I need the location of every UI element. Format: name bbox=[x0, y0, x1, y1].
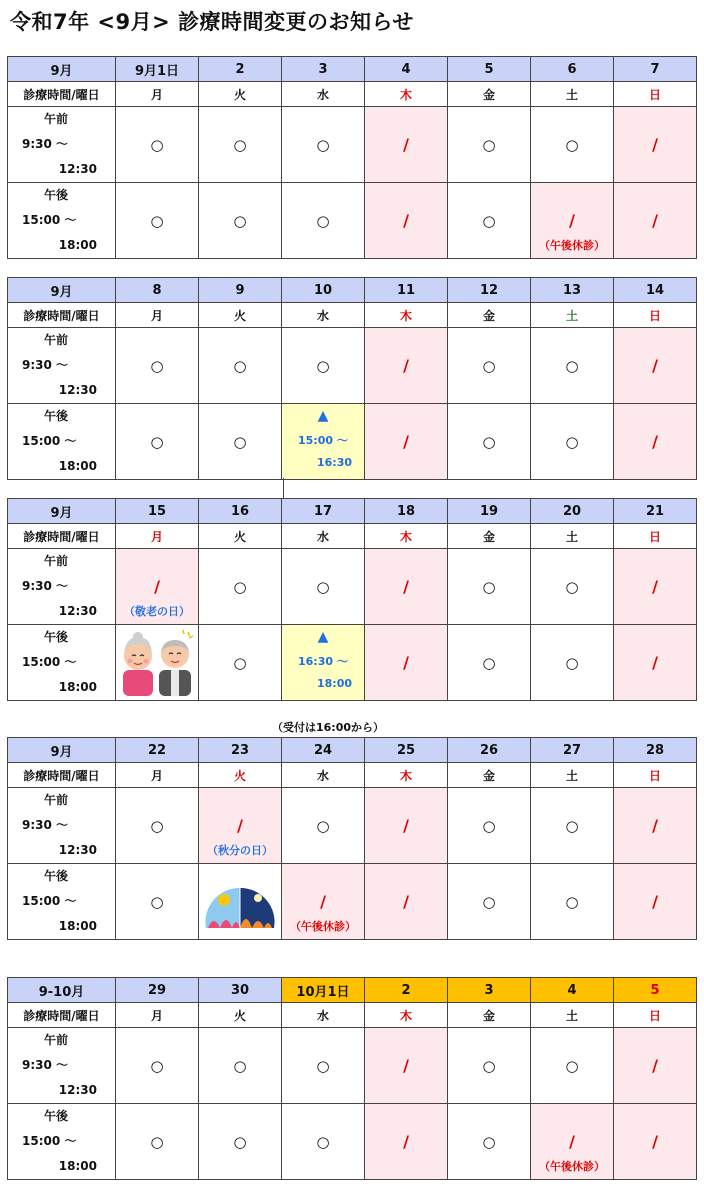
closed-cell bbox=[614, 788, 697, 864]
morning-label: 午前 9:30 ～ 12:30 bbox=[8, 107, 116, 183]
open-cell bbox=[199, 1104, 282, 1180]
weekday-cell: 火 bbox=[199, 763, 282, 788]
closed-mark: / bbox=[154, 577, 160, 596]
date-cell: 8 bbox=[116, 278, 199, 303]
closed-cell bbox=[365, 864, 448, 940]
closed-cell bbox=[199, 788, 282, 864]
closed-cell bbox=[614, 107, 697, 183]
open-mark: ○ bbox=[482, 432, 496, 451]
pm-closed-note: （午後休診） bbox=[290, 920, 356, 933]
weekday-cell: 金 bbox=[448, 303, 531, 328]
open-mark: ○ bbox=[565, 356, 579, 375]
closed-cell bbox=[614, 864, 697, 940]
afternoon-row bbox=[8, 1104, 697, 1180]
open-mark: ○ bbox=[565, 432, 579, 451]
date-cell: 4 bbox=[531, 978, 614, 1003]
reception-note: （受付は16:00から） bbox=[272, 721, 385, 734]
month-label: 9-10月 bbox=[8, 978, 116, 1003]
holiday-note: （敬老の日） bbox=[124, 605, 190, 618]
closed-mark: / bbox=[403, 816, 409, 835]
closed-mark: / bbox=[403, 577, 409, 596]
partial-hours-cell: ▲ 15:00 ～ 16:30 bbox=[282, 404, 365, 480]
closed-mark: / bbox=[569, 211, 575, 230]
date-cell: 19 bbox=[448, 499, 531, 524]
date-cell: 26 bbox=[448, 738, 531, 763]
open-mark: ○ bbox=[150, 1132, 164, 1151]
open-cell bbox=[282, 549, 365, 625]
weekday-cell: 月 bbox=[116, 303, 199, 328]
open-mark: ○ bbox=[316, 816, 330, 835]
date-cell: 3 bbox=[282, 57, 365, 82]
open-mark: ○ bbox=[150, 211, 164, 230]
date-cell: 25 bbox=[365, 738, 448, 763]
open-cell bbox=[531, 864, 614, 940]
afternoon-label: 午後 15:00 ～ 18:00 bbox=[8, 864, 116, 940]
open-mark: ○ bbox=[316, 211, 330, 230]
open-cell bbox=[448, 788, 531, 864]
morning-row bbox=[8, 788, 697, 864]
open-cell bbox=[116, 1104, 199, 1180]
afternoon-row bbox=[8, 183, 697, 259]
weekday-row bbox=[8, 524, 697, 549]
date-cell: 17 bbox=[282, 499, 365, 524]
weekday-cell: 火 bbox=[199, 524, 282, 549]
open-mark: ○ bbox=[150, 1056, 164, 1075]
weekday-cell: 月 bbox=[116, 1003, 199, 1028]
closed-cell bbox=[614, 549, 697, 625]
open-mark: ○ bbox=[233, 356, 247, 375]
weekday-cell: 金 bbox=[448, 763, 531, 788]
weekday-cell: 土 bbox=[531, 763, 614, 788]
date-cell: 4 bbox=[365, 57, 448, 82]
open-mark: ○ bbox=[482, 653, 496, 672]
open-mark: ○ bbox=[150, 892, 164, 911]
weekday-header-label: 診療時間/曜日 bbox=[8, 303, 116, 328]
open-mark: ○ bbox=[482, 211, 496, 230]
weekday-row bbox=[8, 763, 697, 788]
date-cell: 10 bbox=[282, 278, 365, 303]
closed-mark: / bbox=[652, 356, 658, 375]
open-mark: ○ bbox=[316, 135, 330, 154]
weekday-cell: 日 bbox=[614, 82, 697, 107]
date-cell: 14 bbox=[614, 278, 697, 303]
date-cell: 15 bbox=[116, 499, 199, 524]
closed-mark: / bbox=[652, 892, 658, 911]
month-label: 9月 bbox=[8, 499, 116, 524]
open-cell bbox=[448, 328, 531, 404]
open-mark: ○ bbox=[233, 1132, 247, 1151]
open-mark: ○ bbox=[482, 816, 496, 835]
closed-mark: / bbox=[403, 892, 409, 911]
open-cell bbox=[531, 788, 614, 864]
triangle-icon: ▲ bbox=[317, 408, 329, 424]
afternoon-label: 午後 15:00 ～ 18:00 bbox=[8, 625, 116, 701]
weekday-cell: 水 bbox=[282, 82, 365, 107]
open-cell bbox=[531, 328, 614, 404]
date-cell: 6 bbox=[531, 57, 614, 82]
closed-cell bbox=[365, 328, 448, 404]
closed-mark: / bbox=[652, 653, 658, 672]
column-connector-line bbox=[283, 478, 284, 498]
weekday-cell: 土 bbox=[531, 1003, 614, 1028]
open-cell bbox=[116, 1028, 199, 1104]
morning-label: 午前 9:30 ～ 12:30 bbox=[8, 1028, 116, 1104]
date-header-row bbox=[8, 278, 697, 303]
closed-mark: / bbox=[652, 1132, 658, 1151]
open-cell bbox=[448, 625, 531, 701]
date-cell: 7 bbox=[614, 57, 697, 82]
closed-cell bbox=[531, 183, 614, 259]
closed-mark: / bbox=[652, 816, 658, 835]
date-header-row bbox=[8, 738, 697, 763]
weekday-cell: 水 bbox=[282, 524, 365, 549]
triangle-icon: ▲ bbox=[317, 629, 329, 645]
closed-cell bbox=[365, 404, 448, 480]
closed-mark: / bbox=[403, 1132, 409, 1151]
open-mark: ○ bbox=[482, 892, 496, 911]
closed-cell bbox=[282, 864, 365, 940]
open-mark: ○ bbox=[565, 816, 579, 835]
date-cell: 30 bbox=[199, 978, 282, 1003]
open-cell bbox=[282, 1104, 365, 1180]
morning-row bbox=[8, 1028, 697, 1104]
date-cell: 21 bbox=[614, 499, 697, 524]
date-header-row bbox=[8, 57, 697, 82]
open-mark: ○ bbox=[482, 577, 496, 596]
weekday-cell: 金 bbox=[448, 524, 531, 549]
open-cell bbox=[199, 625, 282, 701]
open-mark: ○ bbox=[565, 653, 579, 672]
date-cell: 27 bbox=[531, 738, 614, 763]
morning-row bbox=[8, 549, 697, 625]
holiday-note: （秋分の日） bbox=[207, 844, 273, 857]
weekday-row bbox=[8, 303, 697, 328]
open-mark: ○ bbox=[482, 1132, 496, 1151]
weekday-cell: 日 bbox=[614, 763, 697, 788]
open-cell bbox=[282, 788, 365, 864]
month-label: 9月 bbox=[8, 278, 116, 303]
open-cell bbox=[448, 549, 531, 625]
date-cell: 5 bbox=[614, 978, 697, 1003]
date-cell: 22 bbox=[116, 738, 199, 763]
weekday-cell: 月 bbox=[116, 82, 199, 107]
closed-cell bbox=[365, 788, 448, 864]
elderly-couple-illustration-cell bbox=[116, 625, 199, 701]
weekday-cell: 木 bbox=[365, 303, 448, 328]
week-table-4 bbox=[7, 737, 697, 940]
open-cell bbox=[116, 328, 199, 404]
date-cell: 24 bbox=[282, 738, 365, 763]
date-cell: 5 bbox=[448, 57, 531, 82]
open-cell bbox=[282, 1028, 365, 1104]
closed-mark: / bbox=[569, 1132, 575, 1151]
date-cell: 16 bbox=[199, 499, 282, 524]
open-cell bbox=[531, 404, 614, 480]
weekday-header-label: 診療時間/曜日 bbox=[8, 82, 116, 107]
weekday-cell: 木 bbox=[365, 524, 448, 549]
date-cell: 29 bbox=[116, 978, 199, 1003]
closed-mark: / bbox=[652, 577, 658, 596]
open-mark: ○ bbox=[565, 1056, 579, 1075]
closed-cell bbox=[365, 183, 448, 259]
week-table-5 bbox=[7, 977, 697, 1180]
closed-mark: / bbox=[652, 432, 658, 451]
closed-mark: / bbox=[237, 816, 243, 835]
afternoon-label: 午後 15:00 ～ 18:00 bbox=[8, 1104, 116, 1180]
open-mark: ○ bbox=[482, 1056, 496, 1075]
open-cell bbox=[531, 625, 614, 701]
open-mark: ○ bbox=[565, 577, 579, 596]
open-mark: ○ bbox=[316, 1132, 330, 1151]
open-cell bbox=[448, 107, 531, 183]
open-mark: ○ bbox=[150, 356, 164, 375]
open-cell bbox=[282, 183, 365, 259]
open-mark: ○ bbox=[482, 356, 496, 375]
open-cell bbox=[531, 107, 614, 183]
open-mark: ○ bbox=[316, 356, 330, 375]
morning-row bbox=[8, 107, 697, 183]
pm-closed-note: （午後休診） bbox=[539, 1160, 605, 1173]
open-cell bbox=[448, 1104, 531, 1180]
partial-hours-cell: ▲ 16:30 ～ 18:00 bbox=[282, 625, 365, 701]
date-cell: 13 bbox=[531, 278, 614, 303]
afternoon-row bbox=[8, 404, 697, 480]
open-cell bbox=[531, 549, 614, 625]
closed-mark: / bbox=[403, 432, 409, 451]
open-mark: ○ bbox=[316, 577, 330, 596]
page-title: 令和7年 <9月> 診療時間変更のお知らせ bbox=[10, 10, 414, 34]
closed-cell bbox=[614, 1028, 697, 1104]
equinox-illustration-cell bbox=[199, 864, 282, 940]
date-cell: 12 bbox=[448, 278, 531, 303]
weekday-header-label: 診療時間/曜日 bbox=[8, 1003, 116, 1028]
open-cell bbox=[116, 404, 199, 480]
date-cell: 11 bbox=[365, 278, 448, 303]
afternoon-label: 午後 15:00 ～ 18:00 bbox=[8, 404, 116, 480]
open-mark: ○ bbox=[233, 432, 247, 451]
open-cell bbox=[448, 864, 531, 940]
week-table-1 bbox=[7, 56, 697, 259]
closed-cell bbox=[614, 1104, 697, 1180]
open-cell bbox=[531, 1028, 614, 1104]
date-cell: 28 bbox=[614, 738, 697, 763]
weekday-cell: 日 bbox=[614, 303, 697, 328]
open-cell bbox=[282, 328, 365, 404]
closed-cell bbox=[614, 404, 697, 480]
open-mark: ○ bbox=[150, 135, 164, 154]
closed-cell bbox=[116, 549, 199, 625]
date-cell: 23 bbox=[199, 738, 282, 763]
closed-cell bbox=[614, 328, 697, 404]
closed-mark: / bbox=[652, 211, 658, 230]
morning-row bbox=[8, 328, 697, 404]
closed-mark: / bbox=[652, 135, 658, 154]
closed-cell bbox=[365, 1028, 448, 1104]
closed-cell bbox=[614, 183, 697, 259]
weekday-cell: 木 bbox=[365, 763, 448, 788]
weekday-cell: 木 bbox=[365, 1003, 448, 1028]
weekday-cell: 日 bbox=[614, 1003, 697, 1028]
date-cell: 2 bbox=[199, 57, 282, 82]
open-cell bbox=[199, 404, 282, 480]
afternoon-label: 午後 15:00 ～ 18:00 bbox=[8, 183, 116, 259]
morning-label: 午前 9:30 ～ 12:30 bbox=[8, 549, 116, 625]
equinox-illustration bbox=[202, 870, 278, 930]
date-cell: 18 bbox=[365, 499, 448, 524]
open-mark: ○ bbox=[233, 577, 247, 596]
date-cell: 10月1日 bbox=[282, 978, 365, 1003]
pm-closed-note: （午後休診） bbox=[539, 239, 605, 252]
closed-mark: / bbox=[403, 1056, 409, 1075]
weekday-cell: 火 bbox=[199, 303, 282, 328]
weekday-cell: 水 bbox=[282, 303, 365, 328]
open-cell bbox=[116, 183, 199, 259]
week-table-3 bbox=[7, 498, 697, 701]
month-label: 9月 bbox=[8, 738, 116, 763]
open-mark: ○ bbox=[233, 135, 247, 154]
weekday-cell: 火 bbox=[199, 82, 282, 107]
open-mark: ○ bbox=[482, 135, 496, 154]
weekday-cell: 金 bbox=[448, 1003, 531, 1028]
weekday-cell: 土 bbox=[531, 524, 614, 549]
weekday-cell: 土 bbox=[531, 82, 614, 107]
open-mark: ○ bbox=[316, 1056, 330, 1075]
morning-label: 午前 9:30 ～ 12:30 bbox=[8, 788, 116, 864]
closed-cell bbox=[365, 1104, 448, 1180]
open-cell bbox=[199, 183, 282, 259]
open-cell bbox=[199, 107, 282, 183]
open-cell bbox=[448, 1028, 531, 1104]
open-mark: ○ bbox=[150, 816, 164, 835]
weekday-cell: 金 bbox=[448, 82, 531, 107]
weekday-cell: 水 bbox=[282, 763, 365, 788]
open-cell bbox=[199, 328, 282, 404]
open-mark: ○ bbox=[233, 1056, 247, 1075]
afternoon-row bbox=[8, 864, 697, 940]
closed-cell bbox=[614, 625, 697, 701]
weekday-row bbox=[8, 1003, 697, 1028]
weekday-cell: 月 bbox=[116, 763, 199, 788]
weekday-row bbox=[8, 82, 697, 107]
closed-mark: / bbox=[403, 653, 409, 672]
closed-cell bbox=[531, 1104, 614, 1180]
morning-label: 午前 9:30 ～ 12:30 bbox=[8, 328, 116, 404]
closed-mark: / bbox=[403, 135, 409, 154]
open-cell bbox=[199, 1028, 282, 1104]
open-cell bbox=[282, 107, 365, 183]
closed-mark: / bbox=[403, 211, 409, 230]
closed-cell bbox=[365, 625, 448, 701]
open-mark: ○ bbox=[233, 653, 247, 672]
closed-mark: / bbox=[403, 356, 409, 375]
open-mark: ○ bbox=[233, 211, 247, 230]
open-cell bbox=[116, 107, 199, 183]
closed-cell bbox=[365, 549, 448, 625]
open-mark: ○ bbox=[150, 432, 164, 451]
open-mark: ○ bbox=[565, 135, 579, 154]
open-cell bbox=[199, 549, 282, 625]
closed-cell bbox=[365, 107, 448, 183]
elderly-couple-illustration bbox=[117, 626, 197, 696]
date-cell: 2 bbox=[365, 978, 448, 1003]
date-cell: 20 bbox=[531, 499, 614, 524]
weekday-header-label: 診療時間/曜日 bbox=[8, 524, 116, 549]
month-label: 9月 bbox=[8, 57, 116, 82]
weekday-cell: 月 bbox=[116, 524, 199, 549]
week-table-2 bbox=[7, 277, 697, 480]
open-cell bbox=[116, 864, 199, 940]
open-cell bbox=[448, 404, 531, 480]
date-header-row bbox=[8, 978, 697, 1003]
weekday-cell: 日 bbox=[614, 524, 697, 549]
date-cell: 9 bbox=[199, 278, 282, 303]
open-cell bbox=[448, 183, 531, 259]
closed-mark: / bbox=[652, 1056, 658, 1075]
date-cell: 9月1日 bbox=[116, 57, 199, 82]
date-cell: 3 bbox=[448, 978, 531, 1003]
weekday-cell: 木 bbox=[365, 82, 448, 107]
date-header-row bbox=[8, 499, 697, 524]
weekday-cell: 火 bbox=[199, 1003, 282, 1028]
weekday-cell: 水 bbox=[282, 1003, 365, 1028]
open-cell bbox=[116, 788, 199, 864]
closed-mark: / bbox=[320, 892, 326, 911]
weekday-cell: 土 bbox=[531, 303, 614, 328]
open-mark: ○ bbox=[565, 892, 579, 911]
afternoon-row bbox=[8, 625, 697, 701]
weekday-header-label: 診療時間/曜日 bbox=[8, 763, 116, 788]
